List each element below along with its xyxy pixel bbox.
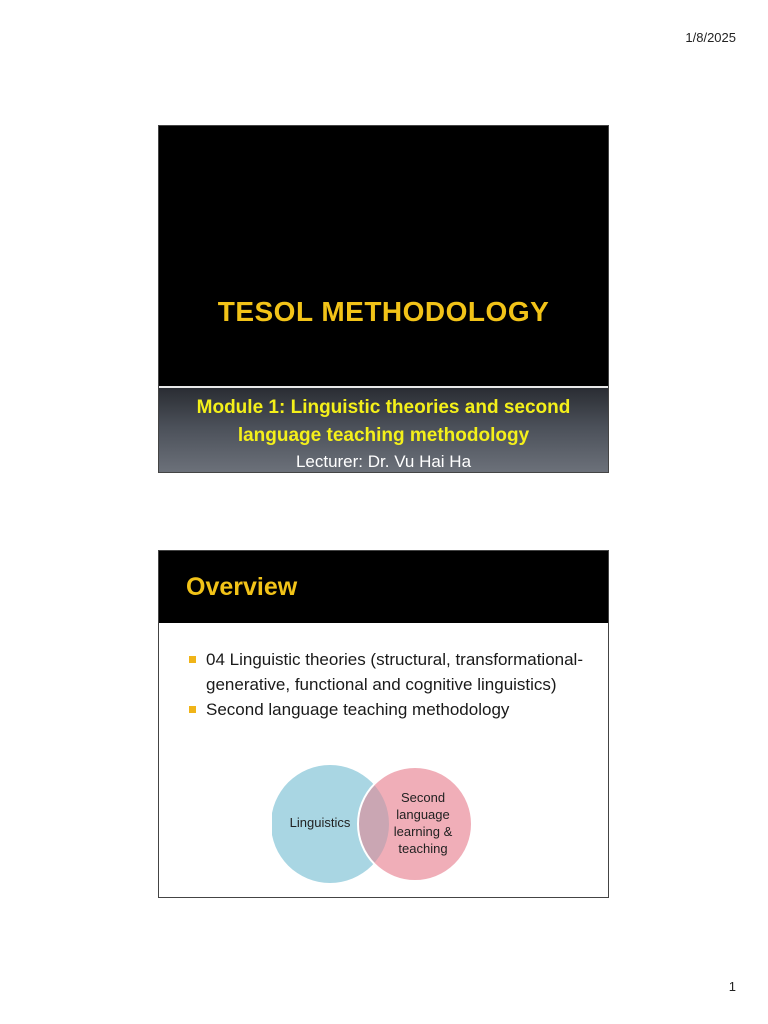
venn-label-line: language — [396, 807, 450, 822]
venn-label-linguistics: Linguistics — [289, 815, 351, 830]
overview-slide-header — [159, 551, 608, 623]
subtitle-line-1: Module 1: Linguistic theories and second — [196, 397, 571, 418]
venn-diagram — [272, 763, 474, 885]
overview-title: Overview — [186, 573, 298, 601]
venn-label-line: learning & — [393, 824, 453, 839]
title-slide — [158, 125, 609, 473]
title-slide-header — [159, 126, 608, 386]
bullet-list — [187, 647, 587, 722]
overview-slide — [158, 550, 609, 898]
bullet-text: 04 Linguistic theories (structural, transformational-generative, functional and cognitive linguistics) — [206, 650, 583, 694]
square-bullet-icon — [189, 706, 196, 713]
subtitle-line-2: language teaching methodology — [237, 425, 530, 446]
title-slide-subtitle-area — [159, 388, 608, 473]
venn-label-sla — [385, 789, 461, 857]
page-date: 1/8/2025 — [685, 30, 736, 45]
bullet-text: Second language teaching methodology — [206, 700, 510, 719]
slide-subtitle — [169, 394, 598, 450]
venn-label-line: Second — [400, 790, 446, 805]
page-number: 1 — [728, 979, 736, 994]
square-bullet-icon — [189, 656, 196, 663]
venn-label-line: teaching — [398, 841, 448, 856]
slide-main-title: TESOL METHODOLOGY — [217, 296, 550, 327]
bullet-item — [187, 647, 587, 697]
bullet-item — [187, 697, 587, 722]
lecturer-name: Lecturer: Dr. Vu Hai Ha — [295, 452, 472, 471]
